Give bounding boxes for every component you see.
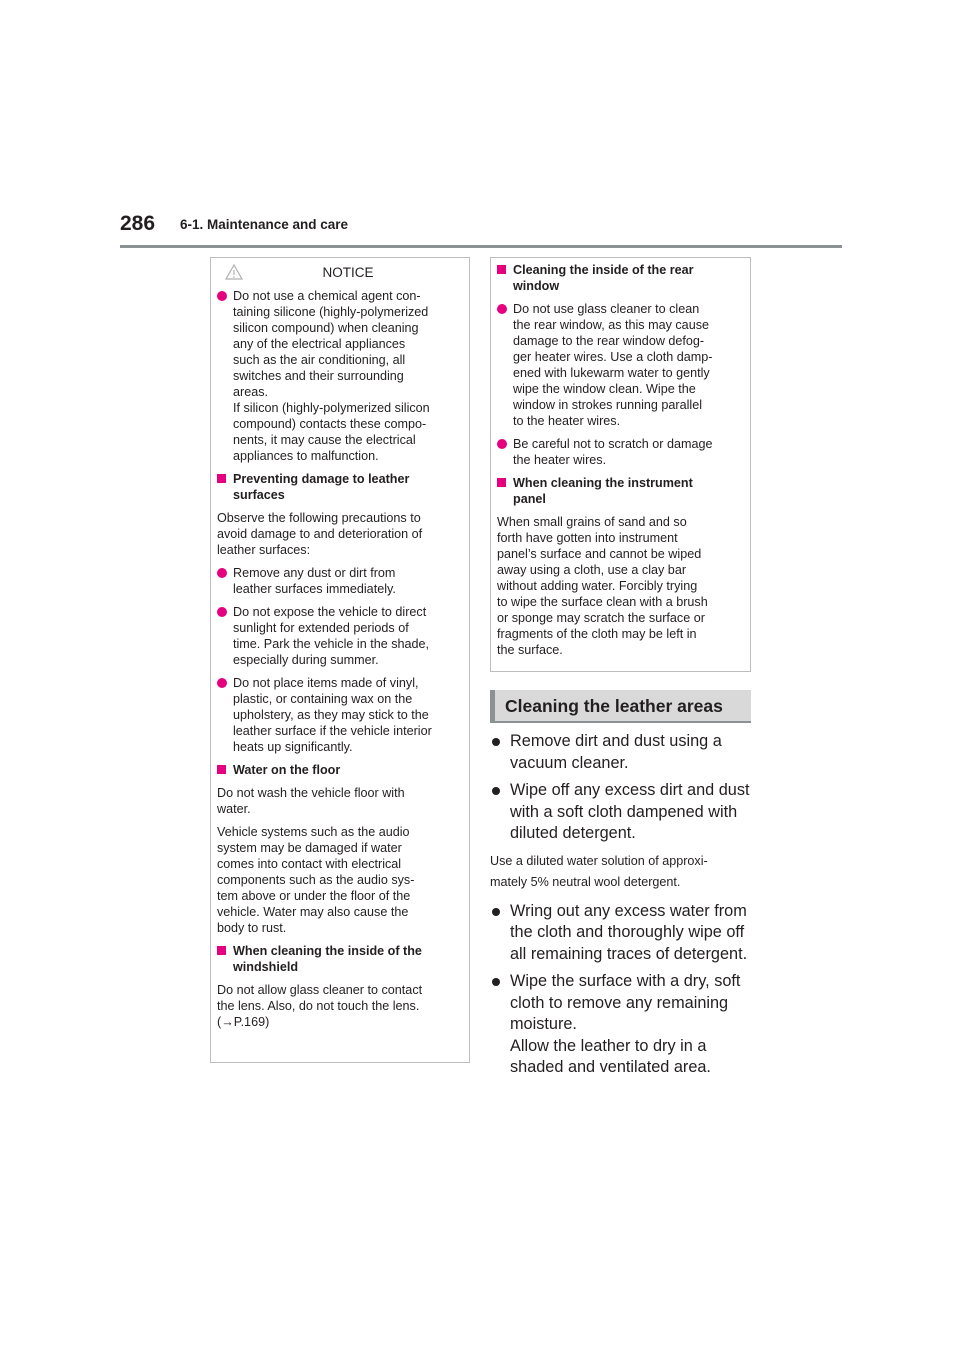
item-text: Do not use glass cleaner to clean the rear window, as this may cause damage to the rear window defog- ger heater wires. Use a cloth damp- ened with lukewarm water to gently wipe the window clean. Wipe the window in strokes running parallel to the heater wires. <box>513 302 713 428</box>
notice-paragraph <box>217 510 469 558</box>
notice-box <box>210 257 470 1063</box>
tips-paragraph <box>497 514 744 658</box>
notice-bullet-item <box>217 675 469 755</box>
notice-subheading <box>217 762 469 778</box>
bullet-dot-icon <box>497 439 507 449</box>
warning-triangle-icon <box>225 264 243 280</box>
item-text: Wring out any excess water from the cloth and thoroughly wipe off all remaining traces of detergent. <box>510 901 748 963</box>
leather-section-heading: Cleaning the leather areas <box>490 690 751 723</box>
bullet-dot-icon <box>217 291 227 301</box>
item-text: Do not use a chemical agent con- taining silicone (highly-polymerized silicon compound) when cleaning any of the electrical appliances such as the air conditioning, all switches and their surrounding areas. If silicon (highly-polymerized silicon compound) contacts these compo- nents, it may cause the electrical appliances to malfunction. <box>233 289 430 463</box>
section-title: 6-1. Maintenance and care <box>180 217 349 232</box>
notice-content <box>217 288 469 1030</box>
notice-subheading <box>217 943 469 975</box>
item-text: Remove dirt and dust using a vacuum cleaner. <box>510 732 722 772</box>
square-bullet-icon <box>217 946 226 955</box>
bullet-dot-icon <box>492 978 500 986</box>
item-text: Do not expose the vehicle to direct sunlight for extended periods of time. Park the vehicle in the shade, especially during summer. <box>233 605 430 667</box>
item-text: Do not allow glass cleaner to contact the lens. Also, do not touch the lens. (→P.169) <box>217 983 423 1029</box>
item-text: Do not wash the vehicle floor with water. <box>217 786 405 816</box>
item-text: Do not place items made of vinyl, plastic, or containing wax on the upholstery, as they may stick to the leather surface if the vehicle interior heats up significantly. <box>233 676 432 754</box>
item-text: Use a diluted water solution of approxi- mately 5% neutral wool detergent. <box>490 853 708 889</box>
notice-bullet-item <box>217 565 469 597</box>
item-text: Vehicle systems such as the audio system may be damaged if water comes into contact with electrical components such as the audio sys- tem above or under the floor of the vehicle. Water may also cause the body to rust. <box>217 825 415 935</box>
notice-bullet-item <box>217 288 469 464</box>
leather-step <box>490 780 760 845</box>
bullet-dot-icon <box>497 304 507 314</box>
leather-step <box>490 901 760 966</box>
tips-subheading <box>497 475 744 507</box>
notice-paragraph <box>217 982 469 1030</box>
tips-bullet-item <box>497 436 744 468</box>
item-text: When cleaning the instrument panel <box>513 476 693 506</box>
item-text: Preventing damage to leather surfaces <box>233 472 410 502</box>
square-bullet-icon <box>217 765 226 774</box>
cleaning-tips-content <box>497 262 744 658</box>
bullet-dot-icon <box>217 607 227 617</box>
notice-bullet-item <box>217 604 469 668</box>
tips-subheading <box>497 262 744 294</box>
item-text: Remove any dust or dirt from leather surfaces immediately. <box>233 566 396 596</box>
square-bullet-icon <box>497 265 506 274</box>
header-rule <box>120 245 842 248</box>
item-text: Wipe off any excess dirt and dust with a soft cloth dampened with diluted detergent. <box>510 781 750 842</box>
square-bullet-icon <box>217 474 226 483</box>
notice-header <box>211 258 469 288</box>
cleaning-tips-box <box>490 257 751 672</box>
page-number: 286 <box>120 212 156 235</box>
bullet-dot-icon <box>492 787 500 795</box>
bullet-dot-icon <box>217 568 227 578</box>
item-text: Be careful not to scratch or damage the heater wires. <box>513 437 713 467</box>
leather-note <box>490 851 760 893</box>
square-bullet-icon <box>497 478 506 487</box>
item-text: When cleaning the inside of the windshield <box>233 944 422 974</box>
notice-title: NOTICE <box>322 265 374 280</box>
page-header <box>120 212 842 248</box>
bullet-dot-icon <box>492 738 500 746</box>
item-text: Observe the following precautions to avoid damage to and deterioration of leather surfaces: <box>217 511 423 557</box>
leather-step <box>490 731 760 774</box>
item-text: Cleaning the inside of the rear window <box>513 263 694 293</box>
notice-paragraph <box>217 785 469 817</box>
item-text: Wipe the surface with a dry, soft cloth to remove any remaining moisture. Allow the leather to dry in a shaded and ventilated area. <box>510 972 741 1076</box>
bullet-dot-icon <box>492 908 500 916</box>
item-text: Water on the floor <box>233 763 341 777</box>
tips-bullet-item <box>497 301 744 429</box>
notice-subheading <box>217 471 469 503</box>
bullet-dot-icon <box>217 678 227 688</box>
leather-step <box>490 971 760 1079</box>
leather-steps-list <box>490 731 760 1085</box>
item-text: When small grains of sand and so forth have gotten into instrument panel’s surface and cannot be wiped away using a cloth, use a clay bar without adding water. Forcibly trying to wipe the surface clean with a brush or sponge may scratch the surface or fragments of the cloth may be left in the surface. <box>497 515 708 657</box>
notice-paragraph <box>217 824 469 936</box>
